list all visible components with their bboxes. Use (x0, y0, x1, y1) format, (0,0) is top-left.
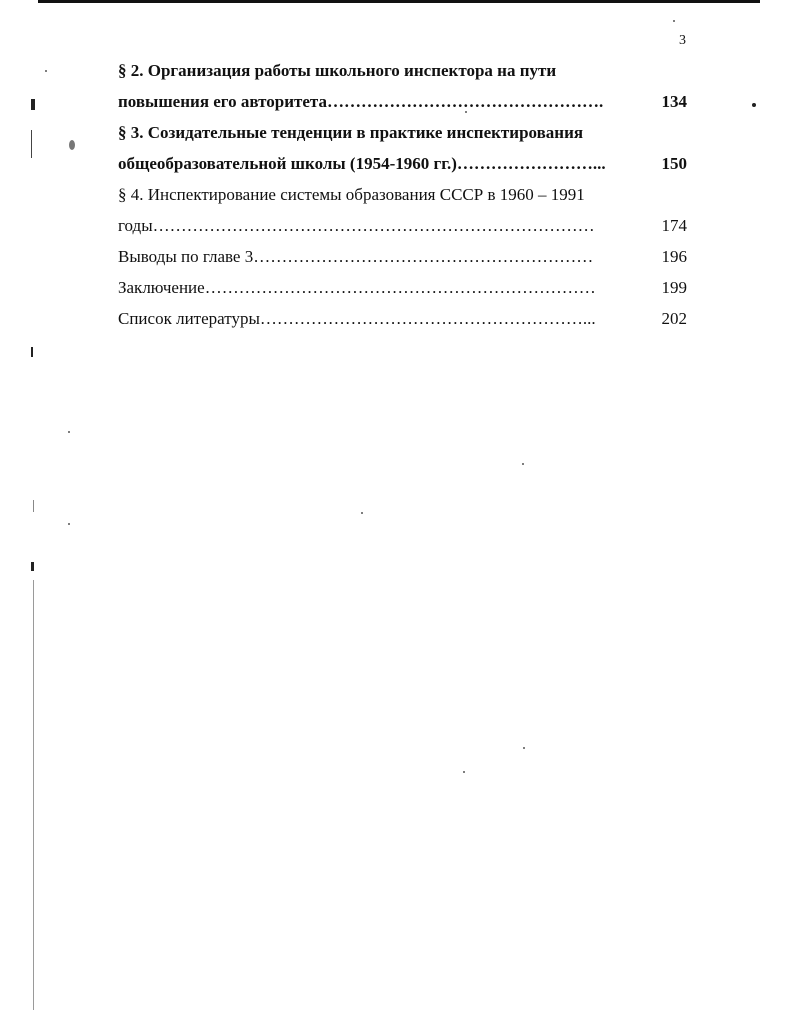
toc-entry-section-2-page: 134 (661, 92, 687, 111)
toc-entry-conclusions-chapter-3 (118, 241, 687, 272)
toc-entry-conclusion-page: 199 (661, 278, 687, 297)
scan-mark-left-4 (31, 562, 34, 571)
toc-entry-conclusion-title: Заключение…………………………………………………………… (118, 278, 596, 297)
top-rule (38, 0, 760, 3)
toc-entry-bibliography (118, 303, 687, 334)
toc-entry-section-4-title-continued: годы…………………………………………………………………… (118, 216, 595, 235)
scan-speck-9 (673, 20, 675, 22)
scan-speck-5 (522, 463, 524, 465)
scan-speck-4 (68, 523, 70, 525)
scan-speck-2 (45, 70, 47, 72)
toc-entry-section-3-title: § 3. Созидательные тенденции в практике инспектирования (118, 123, 584, 142)
toc-entry-section-4-title: § 4. Инспектирование системы образования СССР в 1960 – 1991 (118, 185, 585, 204)
scan-speck-7 (523, 747, 525, 749)
scan-speck-3 (68, 431, 70, 433)
toc-entry-section-2-line-2 (118, 86, 687, 117)
toc-entry-section-4-line-2 (118, 210, 687, 241)
toc-entry-section-4-page: 174 (661, 216, 687, 235)
toc-entry-conclusion (118, 272, 687, 303)
toc-entry-section-3-page: 150 (661, 154, 687, 173)
page-number: 3 (679, 33, 686, 48)
scan-mark-right-dot (752, 103, 756, 107)
scan-mark-left-2 (31, 130, 32, 158)
scan-mark-left-5 (33, 500, 34, 512)
scan-speck-6 (361, 512, 363, 514)
table-of-contents (118, 55, 687, 334)
toc-entry-section-4-line-1 (118, 179, 687, 210)
toc-entry-section-3-title-continued: общеобразовательной школы (1954-1960 гг.)……………………... (118, 154, 606, 173)
toc-entry-section-2-title-continued: повышения его авторитета…………………………………………. (118, 92, 604, 111)
scan-speck-10 (465, 111, 467, 113)
scan-mark-left-3 (31, 347, 33, 357)
scan-mark-left-1 (31, 99, 35, 110)
toc-entry-bibliography-page: 202 (661, 309, 687, 328)
scan-speck-8 (463, 771, 465, 773)
toc-entry-section-2-line-1 (118, 55, 687, 86)
toc-entry-section-3-line-1 (118, 117, 687, 148)
toc-entry-section-2-title: § 2. Организация работы школьного инспектора на пути (118, 61, 557, 80)
toc-entry-conclusions-chapter-3-title: Выводы по главе 3…………………………………………………… (118, 247, 594, 266)
toc-entry-section-3-line-2 (118, 148, 687, 179)
scan-mark-left-line (33, 580, 34, 1010)
toc-entry-conclusions-chapter-3-page: 196 (661, 247, 687, 266)
toc-entry-bibliography-title: Список литературы…………………………………………………... (118, 309, 596, 328)
scan-speck-1 (69, 140, 75, 150)
